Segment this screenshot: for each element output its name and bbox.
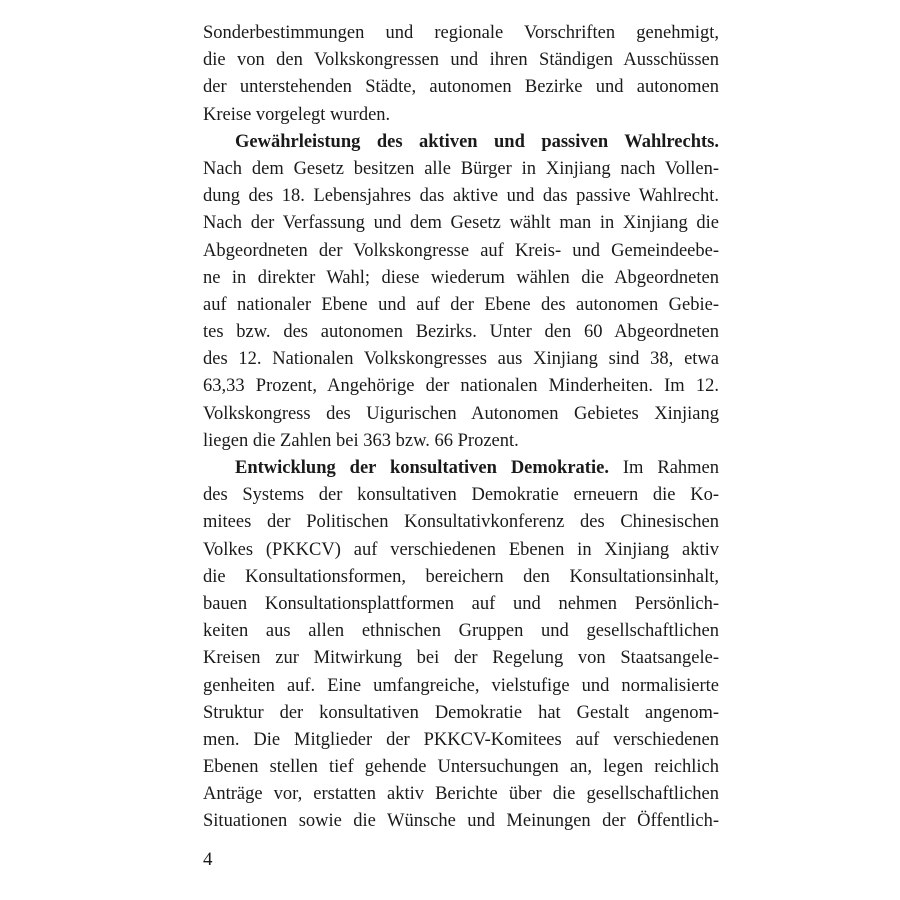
paragraph-1 <box>203 20 719 129</box>
text-line: Kreisen zur Mitwirkung bei der Regelung von Staatsangele- <box>203 648 719 669</box>
text-line: auf nationaler Ebene und auf der Ebene des autonomen Gebie- <box>203 294 719 315</box>
text-line: der unterstehenden Städte, autonomen Bezirke und autonomen <box>203 77 719 98</box>
text-line: des 12. Nationalen Volkskongresses aus Xinjiang sind 38, etwa <box>203 349 719 370</box>
text-line: liegen die Zahlen bei 363 bzw. 66 Prozent. <box>203 430 519 451</box>
page-number: 4 <box>203 849 213 870</box>
section-heading-demokratie: Entwicklung der konsultativen Demokratie. <box>235 458 609 478</box>
heading-line-rest: Im Rahmen <box>608 458 720 478</box>
paragraph-2 <box>203 129 719 455</box>
section-heading-wahlrecht: Gewährleistung des aktiven und passiven Wahlrechts. <box>235 131 719 152</box>
text-line: men. Die Mitglieder der PKKCV-Komitees auf verschiedenen <box>203 729 719 750</box>
text-line: die von den Volkskongressen und ihren Ständigen Ausschüssen <box>203 50 719 71</box>
text-line: des Systems der konsultativen Demokratie erneuern die Ko- <box>203 485 719 506</box>
text-line: Anträge vor, erstatten aktiv Berichte über die gesellschaftlichen <box>203 784 719 805</box>
text-line: Kreise vorgelegt wurden. <box>203 104 391 125</box>
text-line: Nach dem Gesetz besitzen alle Bürger in Xinjiang nach Vollen- <box>203 158 719 179</box>
text-line: ne in direkter Wahl; diese wiederum wählen die Abgeordneten <box>203 267 719 288</box>
section-heading-line <box>203 455 719 482</box>
paragraph-3 <box>203 455 719 836</box>
text-line: tes bzw. des autonomen Bezirks. Unter den 60 Abgeordneten <box>203 322 719 343</box>
text-line: 63,33 Prozent, Angehörige der nationalen Minderheiten. Im 12. <box>203 376 719 397</box>
text-line: Volkes (PKKCV) auf verschiedenen Ebenen in Xinjiang aktiv <box>203 539 719 560</box>
text-line: Ebenen stellen tief gehende Untersuchungen an, legen reichlich <box>203 757 719 778</box>
text-line: die Konsultationsformen, bereichern den Konsultationsinhalt, <box>203 566 719 587</box>
text-line: Abgeordneten der Volkskongresse auf Kreis- und Gemeindeebe- <box>203 240 719 261</box>
text-line: keiten aus allen ethnischen Gruppen und gesellschaftlichen <box>203 621 719 642</box>
document-page <box>203 20 719 836</box>
text-line: Volkskongress des Uigurischen Autonomen Gebietes Xinjiang <box>203 403 719 424</box>
text-line: Situationen sowie die Wünsche und Meinungen der Öffentlich- <box>203 811 719 832</box>
text-line: mitees der Politischen Konsultativkonferenz des Chinesischen <box>203 512 719 533</box>
text-line: bauen Konsultationsplattformen auf und nehmen Persönlich- <box>203 593 719 614</box>
text-line: Nach der Verfassung und dem Gesetz wählt man in Xinjiang die <box>203 213 719 234</box>
text-line: Sonderbestimmungen und regionale Vorschriften genehmigt, <box>203 23 719 43</box>
text-line: genheiten auf. Eine umfangreiche, vielstufige und normalisierte <box>203 675 719 696</box>
text-line: Struktur der konsultativen Demokratie hat Gestalt angenom- <box>203 702 719 723</box>
text-line: dung des 18. Lebensjahres das aktive und das passive Wahlrecht. <box>203 186 719 207</box>
